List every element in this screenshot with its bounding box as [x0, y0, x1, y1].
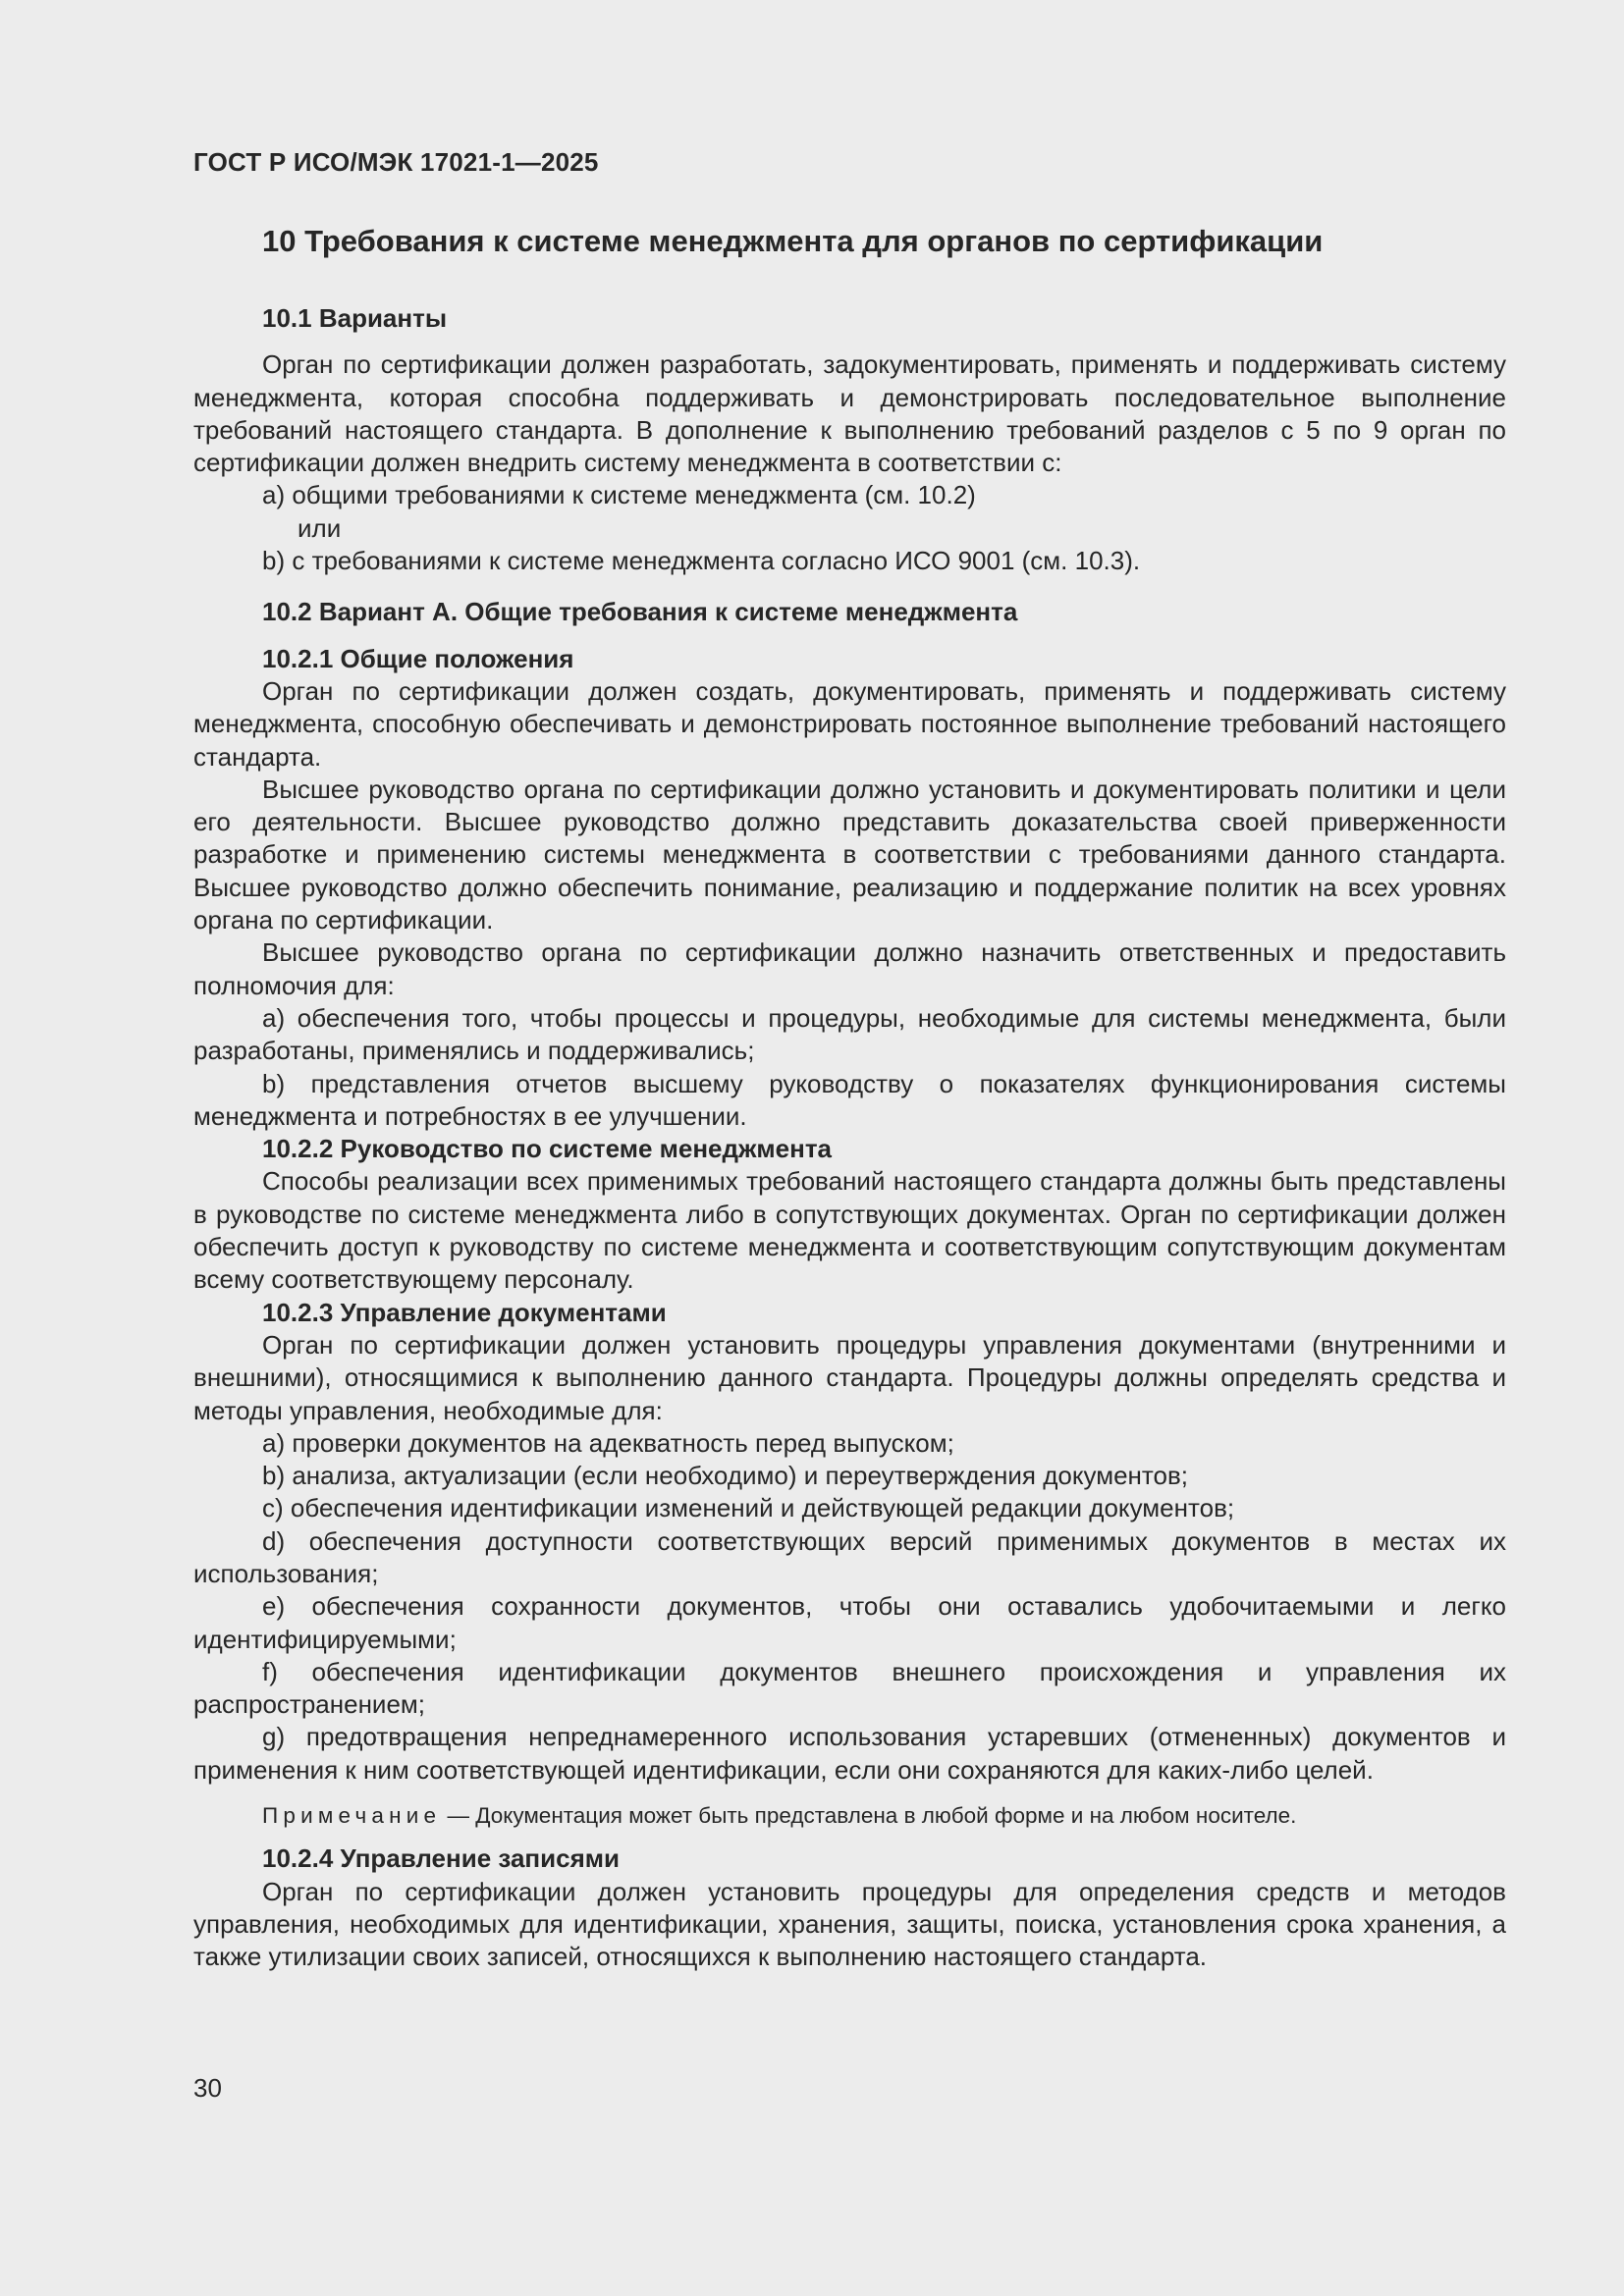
list-item: c) обеспечения идентификации изменений и действующей редакции документов;: [262, 1493, 1235, 1523]
page-content: [193, 222, 1506, 1974]
list-item: a) проверки документов на адекватность перед выпуском;: [262, 1427, 954, 1458]
note-text: — Документация может быть представлена в любой форме и на любом носителе.: [441, 1803, 1297, 1829]
paragraph: Орган по сертификации должен разработать, задокументировать, применять и поддерживать систему менеджмента, которая способна поддерживать и демонстрировать последовательное выполнение требований настоящего стандарта. В дополнение к выполнению требований разделов с 5 по 9 орган по сертификации должен внедрить систему менеджмента в соответствии с:: [193, 349, 1506, 478]
note: [193, 1799, 1506, 1832]
list-item: b) анализа, актуализации (если необходимо) и переутверждения документов;: [262, 1461, 1189, 1491]
document-id-header: ГОСТ Р ИСО/МЭК 17021-1—2025: [193, 147, 599, 177]
list-item: b) представления отчетов высшему руководству о показателях функционирования системы менеджмента и потребностях в ее улучшении.: [193, 1068, 1506, 1131]
paragraph: Орган по сертификации должен установить процедуры для определения средств и методов управления, необходимых для идентификации, хранения, защиты, поиска, установления срока хранения, а также утилизации своих записей, относящихся к выполнению настоящего стандарта.: [193, 1876, 1506, 1972]
list-item: f) обеспечения идентификации документов внешнего происхождения и управления их распространением;: [193, 1656, 1506, 1720]
paragraph: Орган по сертификации должен установить процедуры управления документами (внутренними и внешними), относящимися к выполнению данного стандарта. Процедуры должны определять средства и методы управления, необходимые для:: [193, 1329, 1506, 1425]
heading-10-2-2: 10.2.2 Руководство по системе менеджмента: [262, 1134, 833, 1164]
list-item: g) предотвращения непреднамеренного использования устаревших (отмененных) документов и применения к ним соответствующей идентификации, если они сохраняются для каких-либо целей.: [193, 1722, 1506, 1785]
paragraph: Высшее руководство органа по сертификации должно установить и документировать политики и цели его деятельности. Высшее руководство должно представить доказательства своей приверженности разработке и применению системы менеджмента в соответствии с требованиями данного стандарта. Высшее руководство должно обеспечить понимание, реализацию и поддержание политик на всех уровнях органа по сертификации.: [193, 774, 1506, 935]
heading-10-2-1: 10.2.1 Общие положения: [262, 643, 574, 673]
list-item: a) обеспечения того, чтобы процессы и процедуры, необходимые для системы менеджмента, были разработаны, применялись и поддерживались;: [193, 1002, 1506, 1066]
list-connector: или: [298, 512, 342, 543]
heading-10-1: 10.1 Варианты: [262, 303, 448, 333]
list-item: d) обеспечения доступности соответствующих версий применимых документов в местах их использования;: [193, 1525, 1506, 1588]
list-item: a) общими требованиями к системе менеджмента (см. 10.2): [262, 480, 976, 510]
list-item: e) обеспечения сохранности документов, чтобы они оставались удобочитаемыми и легко идентифицируемыми;: [193, 1591, 1506, 1654]
paragraph: Высшее руководство органа по сертификации должно назначить ответственных и предоставить полномочия для:: [193, 937, 1506, 1000]
paragraph: Орган по сертификации должен создать, документировать, применять и поддерживать систему менеджмента, способную обеспечивать и демонстрировать постоянное выполнение требований настоящего стандарта.: [193, 675, 1506, 772]
section-title: 10 Требования к системе менеджмента для органов по сертификации: [262, 224, 1324, 258]
page-number: 30: [193, 2073, 222, 2103]
heading-10-2-3: 10.2.3 Управление документами: [262, 1297, 667, 1327]
note-label: Примечание: [262, 1803, 442, 1829]
heading-10-2-4: 10.2.4 Управление записями: [262, 1843, 620, 1874]
list-item: b) с требованиями к системе менеджмента согласно ИСО 9001 (см. 10.3).: [262, 546, 1141, 576]
heading-10-2: 10.2 Вариант A. Общие требования к системе менеджмента: [262, 597, 1018, 627]
paragraph: Способы реализации всех применимых требований настоящего стандарта должны быть представлены в руководстве по системе менеджмента либо в сопутствующих документах. Орган по сертификации должен обеспечить доступ к руководству по системе менеджмента и соответствующим сопутствующим документам всему соответствующему персоналу.: [193, 1166, 1506, 1295]
